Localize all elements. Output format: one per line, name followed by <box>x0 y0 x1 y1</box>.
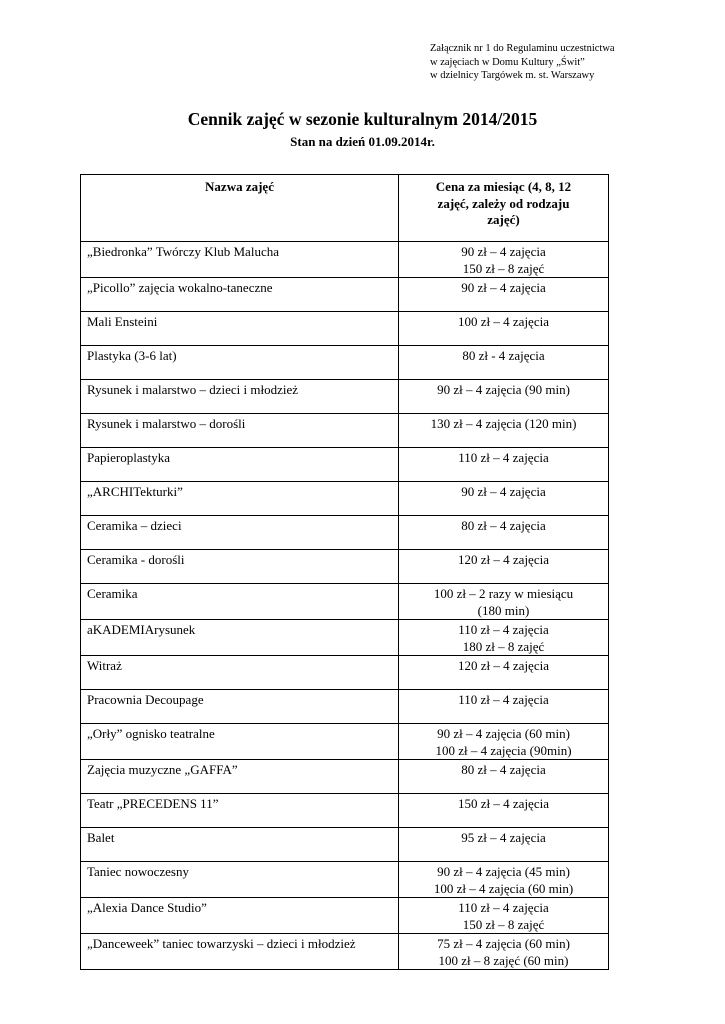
course-name-cell: „Orły” ognisko teatralne <box>81 724 399 760</box>
price-cell <box>399 278 609 312</box>
attachment-note <box>430 42 615 83</box>
price-cell <box>399 620 609 656</box>
price-cell <box>399 482 609 516</box>
table-row <box>81 346 609 380</box>
price-line: 100 zł – 2 razy w miesiącu <box>433 586 574 601</box>
column-header-name: Nazwa zajęć <box>81 175 399 242</box>
table-row <box>81 550 609 584</box>
course-name-cell: „Danceweek” taniec towarzyski – dzieci i młodzież <box>81 934 399 970</box>
document-subtitle: Stan na dzień 01.09.2014r. <box>290 134 435 149</box>
price-line: 100 zł – 8 zajęć (60 min) <box>438 952 569 968</box>
price-cell <box>399 550 609 584</box>
price-line: 100 zł – 4 zajęcia (60 min) <box>433 880 574 896</box>
price-line: 110 zł – 4 zajęcia <box>458 622 549 637</box>
price-line: 90 zł – 4 zajęcia <box>461 484 546 499</box>
attachment-line: Załącznik nr 1 do Regulaminu uczestnictwa <box>430 43 615 54</box>
price-line: 120 zł – 4 zajęcia <box>458 552 549 567</box>
attachment-line: w dzielnicy Targówek m. st. Warszawy <box>430 70 595 81</box>
table-row <box>81 414 609 448</box>
document-title: Cennik zajęć w sezonie kulturalnym 2014/2015 <box>187 109 538 129</box>
course-name-cell: Papieroplastyka <box>81 448 399 482</box>
course-name-cell: aKADEMIArysunek <box>81 620 399 656</box>
price-line: 90 zł – 4 zajęcia <box>461 280 546 295</box>
course-name-cell: Balet <box>81 828 399 862</box>
price-line: 180 zł – 8 zajęć <box>462 638 545 654</box>
price-line: 90 zł – 4 zajęcia (90 min) <box>437 382 570 397</box>
table-row <box>81 242 609 278</box>
table-row <box>81 380 609 414</box>
price-line: 80 zł – 4 zajęcia <box>461 518 546 533</box>
price-line: 100 zł – 4 zajęcia <box>458 314 549 329</box>
table-row <box>81 934 609 970</box>
price-line: 90 zł – 4 zajęcia (60 min) <box>437 726 570 741</box>
column-header-price-line: Cena za miesiąc (4, 8, 12 <box>435 179 572 194</box>
price-cell <box>399 380 609 414</box>
price-cell <box>399 242 609 278</box>
price-line: 95 zł – 4 zajęcia <box>461 830 546 845</box>
column-header-price-line: zajęć, zależy od rodzaju <box>437 195 570 211</box>
table-row <box>81 482 609 516</box>
column-header-price <box>399 175 609 242</box>
course-name-cell: Rysunek i malarstwo – dorośli <box>81 414 399 448</box>
price-line: 110 zł – 4 zajęcia <box>458 692 549 707</box>
course-name-cell: Zajęcia muzyczne „GAFFA” <box>81 760 399 794</box>
price-cell <box>399 346 609 380</box>
table-header-row <box>81 175 609 242</box>
price-line: 80 zł – 4 zajęcia <box>461 762 546 777</box>
course-name-cell: Taniec nowoczesny <box>81 862 399 898</box>
price-line: 75 zł – 4 zajęcia (60 min) <box>437 936 570 951</box>
course-name-cell: Rysunek i malarstwo – dzieci i młodzież <box>81 380 399 414</box>
table-row <box>81 278 609 312</box>
course-name-cell: Witraż <box>81 656 399 690</box>
table-row <box>81 724 609 760</box>
price-table <box>80 174 609 970</box>
table-row <box>81 584 609 620</box>
price-cell <box>399 862 609 898</box>
course-name-cell: Teatr „PRECEDENS 11” <box>81 794 399 828</box>
price-line: 90 zł – 4 zajęcia (45 min) <box>437 864 570 879</box>
price-line: 100 zł – 4 zajęcia (90min) <box>435 742 572 758</box>
table-row <box>81 794 609 828</box>
table-row <box>81 448 609 482</box>
course-name-cell: „Alexia Dance Studio” <box>81 898 399 934</box>
price-cell <box>399 414 609 448</box>
price-cell <box>399 690 609 724</box>
price-line: (180 min) <box>477 602 530 618</box>
price-cell <box>399 794 609 828</box>
table-row <box>81 516 609 550</box>
course-name-cell: Ceramika <box>81 584 399 620</box>
price-line: 150 zł – 8 zajęć <box>462 916 545 932</box>
course-name-cell: „Picollo” zajęcia wokalno-taneczne <box>81 278 399 312</box>
table-row <box>81 656 609 690</box>
price-line: 150 zł – 4 zajęcia <box>458 796 549 811</box>
column-header-price-line: zajęć) <box>487 212 520 227</box>
price-cell <box>399 656 609 690</box>
price-line: 150 zł – 8 zajęć <box>462 260 545 276</box>
price-line: 90 zł – 4 zajęcia <box>461 244 546 259</box>
price-line: 130 zł – 4 zajęcia (120 min) <box>430 416 577 431</box>
price-line: 80 zł - 4 zajęcia <box>462 348 545 363</box>
price-cell <box>399 516 609 550</box>
course-name-cell: Mali Ensteini <box>81 312 399 346</box>
course-name-cell: „ARCHITekturki” <box>81 482 399 516</box>
table-row <box>81 620 609 656</box>
price-cell <box>399 934 609 970</box>
price-cell <box>399 898 609 934</box>
price-line: 110 zł – 4 zajęcia <box>458 450 549 465</box>
course-name-cell: Ceramika - dorośli <box>81 550 399 584</box>
price-cell <box>399 828 609 862</box>
price-line: 120 zł – 4 zajęcia <box>458 658 549 673</box>
course-name-cell: „Biedronka” Twórczy Klub Malucha <box>81 242 399 278</box>
price-cell <box>399 584 609 620</box>
price-cell <box>399 448 609 482</box>
table-row <box>81 862 609 898</box>
attachment-line: w zajęciach w Domu Kultury „Świt” <box>430 56 585 68</box>
price-line: 110 zł – 4 zajęcia <box>458 900 549 915</box>
course-name-cell: Plastyka (3-6 lat) <box>81 346 399 380</box>
table-row <box>81 760 609 794</box>
table-row <box>81 828 609 862</box>
table-row <box>81 898 609 934</box>
course-name-cell: Pracownia Decoupage <box>81 690 399 724</box>
price-cell <box>399 724 609 760</box>
course-name-cell: Ceramika – dzieci <box>81 516 399 550</box>
price-cell <box>399 312 609 346</box>
table-row <box>81 312 609 346</box>
price-cell <box>399 760 609 794</box>
table-row <box>81 690 609 724</box>
table-body <box>81 242 609 970</box>
